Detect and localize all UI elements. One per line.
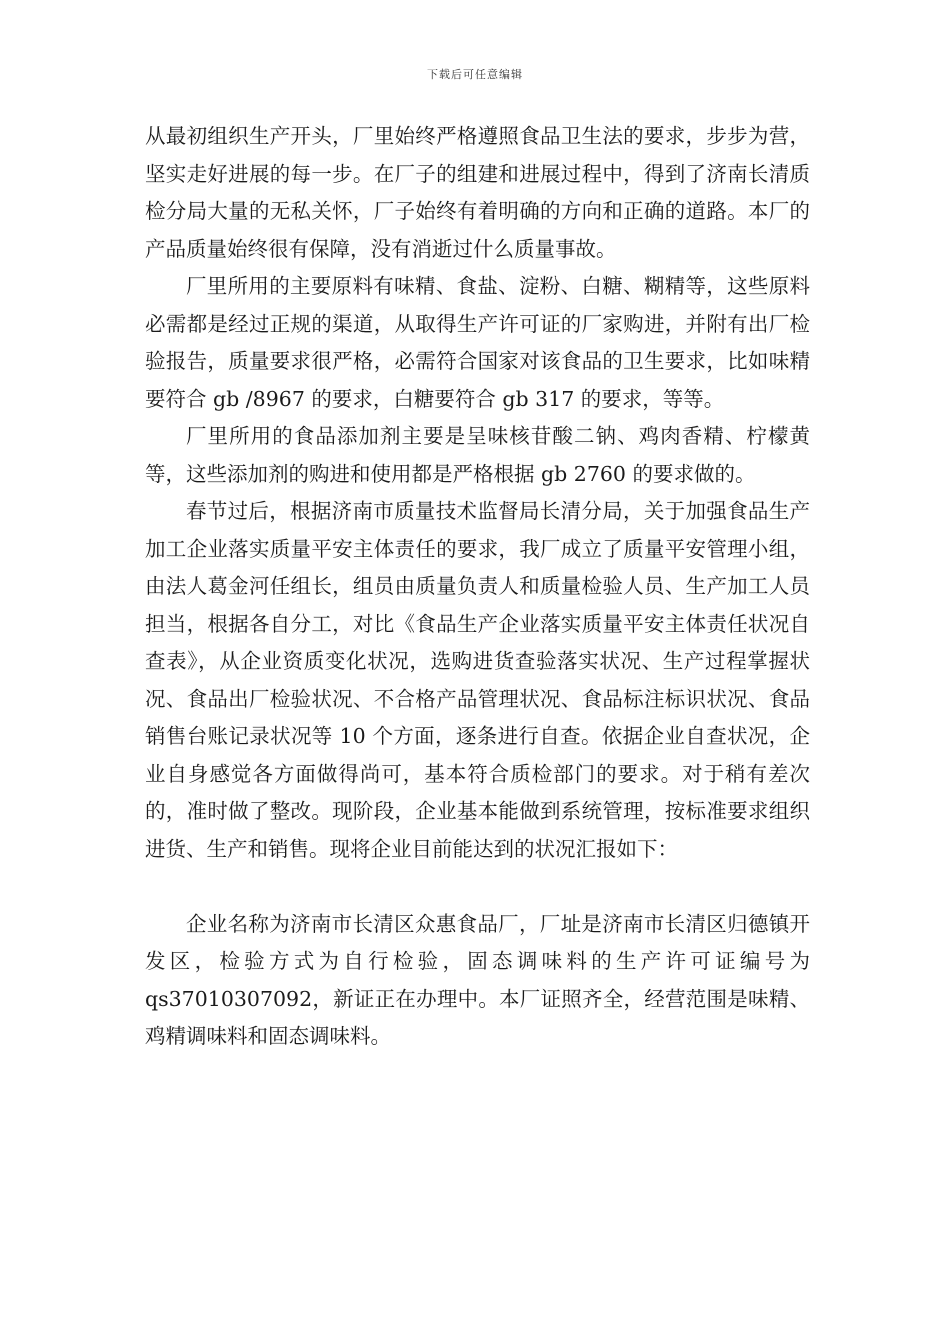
document-body [145,118,810,1056]
paragraph-4: 春节过后，根据济南市质量技术监督局长清分局，关于加强食品生产加工企业落实质量平安主体责任的要求，我厂成立了质量平安管理小组，由法人葛金河任组长，组员由质量负责人和质量检验人员、生产加工人员担当，根据各自分工，对比《食品生产企业落实质量平安主体责任状况自查表》，从企业资质变化状况，选购进货查验落实状况、生产过程掌握状况、食品出厂检验状况、不合格产品管理状况、食品标注标识状况、食品销售台账记录状况等 10 个方面，逐条进行自查。依据企业自查状况，企业自身感觉各方面做得尚可，基本符合质检部门的要求。对于稍有差次的，准时做了整改。现阶段，企业基本能做到系统管理，按标准要求组织进货、生产和销售。现将企业目前能达到的状况汇报如下： [145,499,810,861]
page-header: 下载后可任意编辑 [427,68,523,81]
paragraph-2: 厂里所用的主要原料有味精、食盐、淀粉、白糖、糊精等，这些原料必需都是经过正规的渠道，从取得生产许可证的厂家购进，并附有出厂检验报告，质量要求很严格，必需符合国家对该食品的卫生要求，比如味精要符合 gb /8967 的要求，白糖要符合 gb 317 的要求，等等。 [145,274,810,411]
paragraph-5: 企业名称为济南市长清区众惠食品厂，厂址是济南市长清区归德镇开发区，检验方式为自行检验，固态调味料的生产许可证编号为 qs37010307092，新证正在办理中。本厂证照齐全，经营范围是味精、鸡精调味料和固态调味料。 [145,911,810,1048]
paragraph-3: 厂里所用的食品添加剂主要是呈味核苷酸二钠、鸡肉香精、柠檬黄等，这些添加剂的购进和使用都是严格根据 gb 2760 的要求做的。 [145,424,810,486]
paragraph-spacer [145,868,810,906]
paragraph-1: 从最初组织生产开头，厂里始终严格遵照食品卫生法的要求，步步为营，坚实走好进展的每一步。在厂子的组建和进展过程中，得到了济南长清质检分局大量的无私关怀，厂子始终有着明确的方向和正确的道路。本厂的产品质量始终很有保障，没有消逝过什么质量事故。 [145,124,810,261]
